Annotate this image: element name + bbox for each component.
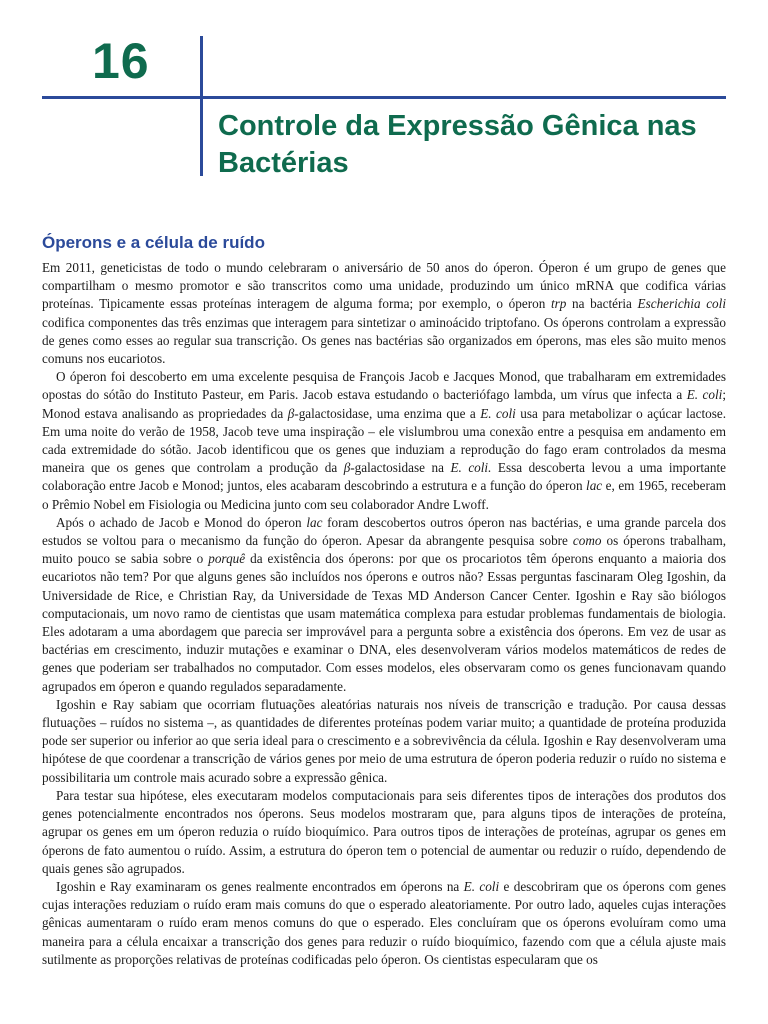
text-run: ; Monod estava analisando as propriedades da (42, 387, 726, 421)
text-run: Após o achado de Jacob e Monod do óperon (56, 514, 307, 530)
italic-text: β (343, 460, 351, 476)
italic-text: β (287, 405, 295, 421)
text-run: os óperons trabalham, muito pouco se sabia sobre o (42, 533, 726, 567)
italic-text: E. coli (463, 878, 500, 894)
section-heading: Óperons e a célula de ruído (42, 233, 265, 252)
italic-text: como (572, 533, 602, 549)
paragraph (42, 259, 726, 368)
text-run: foram descobertos outros óperon nas bactérias, e uma grande parcela dos estudos se voltou para o mecanismo da função do óperon. Apesar da abrangente pesquisa sobre (42, 514, 727, 549)
paragraph (42, 696, 726, 787)
italic-text: lac (586, 478, 603, 494)
text-run: Igoshin e Ray examinaram os genes realmente encontrados em óperons na (56, 878, 464, 894)
chapter-number: 16 (92, 33, 150, 89)
italic-text: trp (550, 296, 567, 312)
text-run: -galactosidase na (350, 460, 451, 476)
paragraph (42, 878, 726, 969)
paragraph (42, 368, 726, 514)
italic-text: E. coli (480, 405, 516, 421)
body-text (42, 259, 726, 969)
italic-text: E. coli (686, 387, 723, 403)
paragraph (42, 787, 726, 878)
paragraph (42, 514, 726, 696)
text-run: e, em 1965, receberam o Prêmio Nobel em Fisiologia ou Medicina junto com seu colaborador Andre Lwoff. (42, 478, 726, 512)
italic-text: Escherichia coli (637, 296, 726, 312)
text-run: Essa descoberta levou a uma importante colaboração entre Jacob e Monod; juntos, eles acabaram descobrindo a estrutura e a função do óperon (42, 460, 726, 494)
text-run: O óperon foi descoberto em uma excelente pesquisa de François Jacob e Jacques Monod, que trabalharam em extremidades opostas do sótão do Instituto Pasteur, em Paris. Jacob estava estudando o bacteriófago lambda, um vírus que infecta a (42, 369, 726, 403)
vertical-divider (200, 36, 203, 176)
text-run: usa para metabolizar o açúcar lactose. Em uma noite do verão de 1958, Jacob teve uma inspiração – ele vislumbrou uma conexão entre a pesquisa em andamento em cada extremidade do sótão. Jacob identificou que os genes que induziam a reprodução do fago eram controlados da mesma maneira que os genes que controlam a produção da (42, 405, 726, 476)
text-run: -galactosidase, uma enzima que a (294, 405, 481, 421)
text-run: da existência dos óperons: por que os procariotos têm óperons enquanto a maioria dos eucariotos não tem? Por que alguns genes são incluídos nos óperons e outros não? Essas perguntas fascinaram Oleg Igoshin, da Universidade de Rice, e Christian Ray, da Universidade de Texas MD Anderson Cancer Center. Igoshin e Ray são biólogos computacionais, um novo ramo de cientistas que usam matemática complexa para estudar problemas fundamentais de biologia. Eles adotaram a uma abordagem que parecia ser improvável para a pergunta sobre a existência dos óperons. Em vez de usar as bactérias em crescimento, induzir mutações e examinar o DNA, eles desenvolveram vários modelos matemáticos de redes de genes que poderiam ser trabalhados no computador. Com esses modelos, eles observaram como os genes funcionavam quando agrupados em óperon e quando regulados separadamente. (42, 551, 726, 694)
text-run: Para testar sua hipótese, eles executaram modelos computacionais para seis diferentes tipos de interações dos produtos dos genes potencialmente encontrados nos óperons. Seus modelos mostraram que, para alguns tipos de interações de proteína, agrupar os genes em um óperon reduzia o ruído bioquímico. Para outros tipos de interações de proteínas, agrupar os genes em óperons de fato aumentou o ruído. Assim, a estrutura do óperon tem o potencial de aumentar ou reduzir o ruído, dependendo de quais genes são agrupados. (42, 787, 726, 876)
text-run: e descobriram que os óperons com genes cujas interações reduziam o ruído eram mais comuns do que o esperado aleatoriamente. Por outro lado, aqueles cujas interações gênicas aumentaram o ruído eram menos comuns do que o esperado. Eles concluíram que os óperons evoluíram como uma maneira para a célula encaixar a transcrição dos genes para reduzir o ruído bioquímico, fazendo com que a célula ajuste mais sutilmente as proporções relativas de proteínas codificadas pelo óperon. Os cientistas especularam que os (42, 878, 726, 967)
text-run: Igoshin e Ray sabiam que ocorriam flutuações aleatórias naturais nos níveis de transcrição e tradução. Por causa dessas flutuações – ruídos no sistema –, as quantidades de diferentes proteínas podem variar muito; a quantidade de proteína produzida pode ser superior ou inferior ao que seria ideal para o crescimento e a sobrevivência da célula. Igoshin e Ray desenvolveram uma hipótese de que coordenar a transcrição de vários genes por meio de uma estrutura de óperon poderia reduzir o ruído no sistema e possibilitaria um controle mais acurado sobre a expressão gênica. (42, 696, 726, 785)
italic-text: E. coli. (450, 460, 492, 476)
text-run: Em 2011, geneticistas de todo o mundo celebraram o aniversário de 50 anos do óperon. Óperon é um grupo de genes que compartilham o mesmo promotor e são transcritos como uma unidade, produzindo um único mRNA que codifica várias proteínas. Tipicamente essas proteínas interagem de alguma forma; por exemplo, o óperon (42, 260, 726, 312)
text-run: na bactéria (566, 296, 638, 312)
italic-text: porquê (208, 551, 246, 567)
chapter-title: Controle da Expressão Gênica nas Bactérias (218, 110, 697, 179)
text-run: codifica componentes das três enzimas que interagem para sintetizar o aminoácido triptofano. Os óperons controlam a expressão de genes como esses ao regular sua transcrição. Os genes nas bactérias são organizados em óperons, mas eles são muito menos comuns nos eucariotos. (42, 314, 726, 367)
italic-text: lac (306, 514, 323, 530)
horizontal-divider (42, 96, 726, 99)
